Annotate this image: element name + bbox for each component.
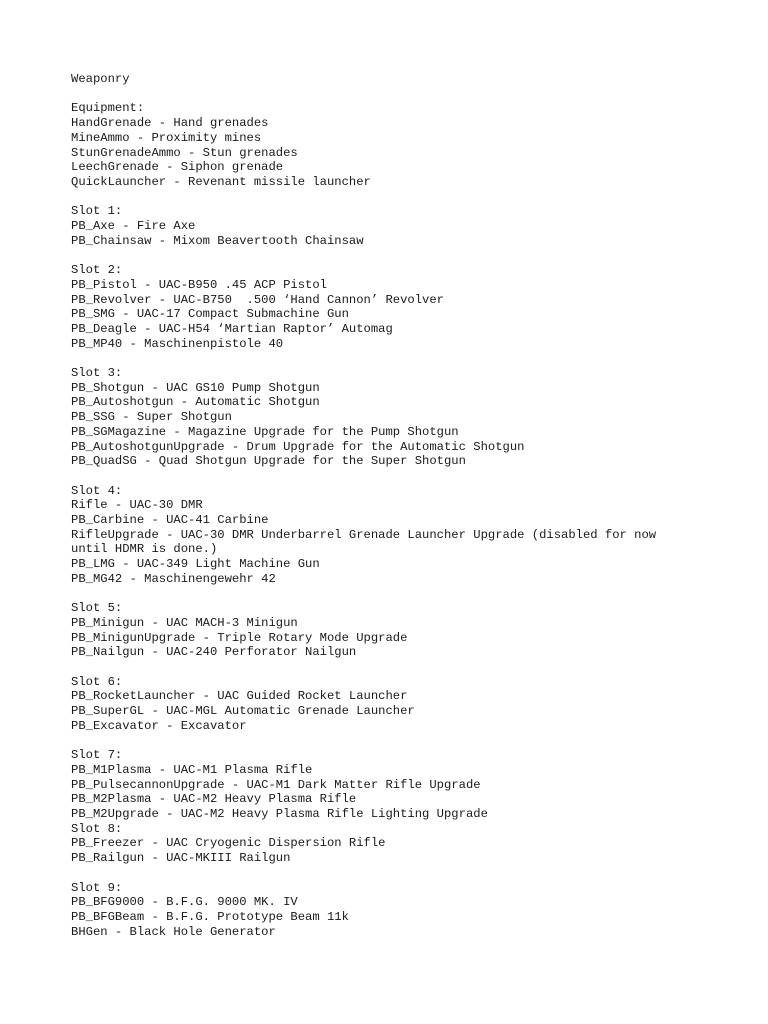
document-title: Weaponry (71, 72, 130, 86)
text-line: Slot 5: (71, 601, 123, 616)
text-line: Slot 9: (71, 880, 123, 895)
text-line: PB_Revolver - UAC-B750 .500 ‘Hand Cannon’ Revolver (71, 292, 444, 307)
text-block (71, 72, 731, 87)
blank-line (71, 734, 731, 749)
text-line: Rifle - UAC-30 DMR (71, 498, 203, 513)
text-line: BHGen - Black Hole Generator (71, 924, 276, 939)
text-line: PB_Deagle - UAC-H54 ‘Martian Raptor’ Automag (71, 321, 393, 336)
text-block (71, 675, 731, 734)
text-line: PB_Autoshotgun - Automatic Shotgun (71, 395, 320, 410)
text-line: PB_SMG - UAC-17 Compact Submachine Gun (71, 307, 349, 322)
text-line: PB_MG42 - Maschinengewehr 42 (71, 571, 276, 586)
text-block (71, 601, 731, 660)
text-line: PB_MP40 - Maschinenpistole 40 (71, 336, 284, 351)
text-line: QuickLauncher - Revenant missile launcher (71, 174, 371, 189)
document-body (71, 72, 731, 939)
text-line: Slot 8: (71, 821, 123, 836)
text-line: Slot 2: (71, 263, 123, 278)
text-line: PB_M2Plasma - UAC-M2 Heavy Plasma Rifle (71, 792, 357, 807)
text-line: PB_MinigunUpgrade - Triple Rotary Mode Upgrade (71, 630, 408, 645)
text-block (71, 204, 731, 248)
text-line: HandGrenade - Hand grenades (71, 116, 269, 131)
text-line: PB_SuperGL - UAC-MGL Automatic Grenade Launcher (71, 704, 415, 719)
text-line: PB_Chainsaw - Mixom Beavertooth Chainsaw (71, 233, 364, 248)
text-block (71, 748, 731, 866)
text-block (71, 484, 731, 587)
blank-line (71, 469, 731, 484)
text-line: PB_Axe - Fire Axe (71, 219, 196, 233)
blank-line (71, 660, 731, 675)
text-block (71, 101, 731, 189)
text-line: PB_Nailgun - UAC-240 Perforator Nailgun (71, 645, 357, 660)
text-line: PB_Minigun - UAC MACH-3 Minigun (71, 615, 298, 630)
text-line: Slot 3: (71, 366, 123, 380)
text-line: Equipment: (71, 101, 145, 116)
text-line: Slot 4: (71, 483, 123, 498)
text-line: PB_QuadSG - Quad Shotgun Upgrade for the Super Shotgun (71, 454, 466, 469)
text-line: until HDMR is done.) (71, 542, 218, 557)
text-line: Slot 6: (71, 674, 123, 689)
text-line: PB_Pistol - UAC-B950 .45 ACP Pistol (71, 277, 327, 292)
text-line: StunGrenadeAmmo - Stun grenades (71, 145, 298, 160)
text-line: PB_BFGBeam - B.F.G. Prototype Beam 11k (71, 909, 349, 924)
text-line: PB_LMG - UAC-349 Light Machine Gun (71, 557, 320, 572)
text-block (71, 366, 731, 469)
text-line: PB_M2Upgrade - UAC-M2 Heavy Plasma Rifle Lighting Upgrade (71, 807, 488, 822)
text-line: Slot 7: (71, 748, 123, 763)
blank-line (71, 190, 731, 205)
text-block (71, 881, 731, 940)
blank-line (71, 87, 731, 102)
text-line: PB_M1Plasma - UAC-M1 Plasma Rifle (71, 762, 313, 777)
text-line: PB_Railgun - UAC-MKIII Railgun (71, 851, 291, 866)
text-line: PB_BFG9000 - B.F.G. 9000 MK. IV (71, 895, 298, 910)
text-line: PB_Carbine - UAC-41 Carbine (71, 513, 269, 528)
text-line: PB_Shotgun - UAC GS10 Pump Shotgun (71, 380, 320, 395)
text-line: PB_SGMagazine - Magazine Upgrade for the Pump Shotgun (71, 424, 459, 439)
text-line: LeechGrenade - Siphon grenade (71, 160, 284, 175)
text-line: MineAmmo - Proximity mines (71, 130, 262, 145)
blank-line (71, 248, 731, 263)
text-line: PB_SSG - Super Shotgun (71, 410, 232, 425)
text-line: PB_Excavator - Excavator (71, 718, 247, 733)
blank-line (71, 351, 731, 366)
text-line: PB_AutoshotgunUpgrade - Drum Upgrade for the Automatic Shotgun (71, 439, 525, 454)
text-line: PB_PulsecannonUpgrade - UAC-M1 Dark Matter Rifle Upgrade (71, 777, 481, 792)
text-line: RifleUpgrade - UAC-30 DMR Underbarrel Grenade Launcher Upgrade (disabled for now (71, 527, 657, 542)
blank-line (71, 587, 731, 602)
text-line: Slot 1: (71, 204, 123, 219)
text-line: PB_RocketLauncher - UAC Guided Rocket Launcher (71, 689, 408, 704)
text-block (71, 263, 731, 351)
blank-line (71, 866, 731, 881)
text-line: PB_Freezer - UAC Cryogenic Dispersion Rifle (71, 836, 386, 851)
